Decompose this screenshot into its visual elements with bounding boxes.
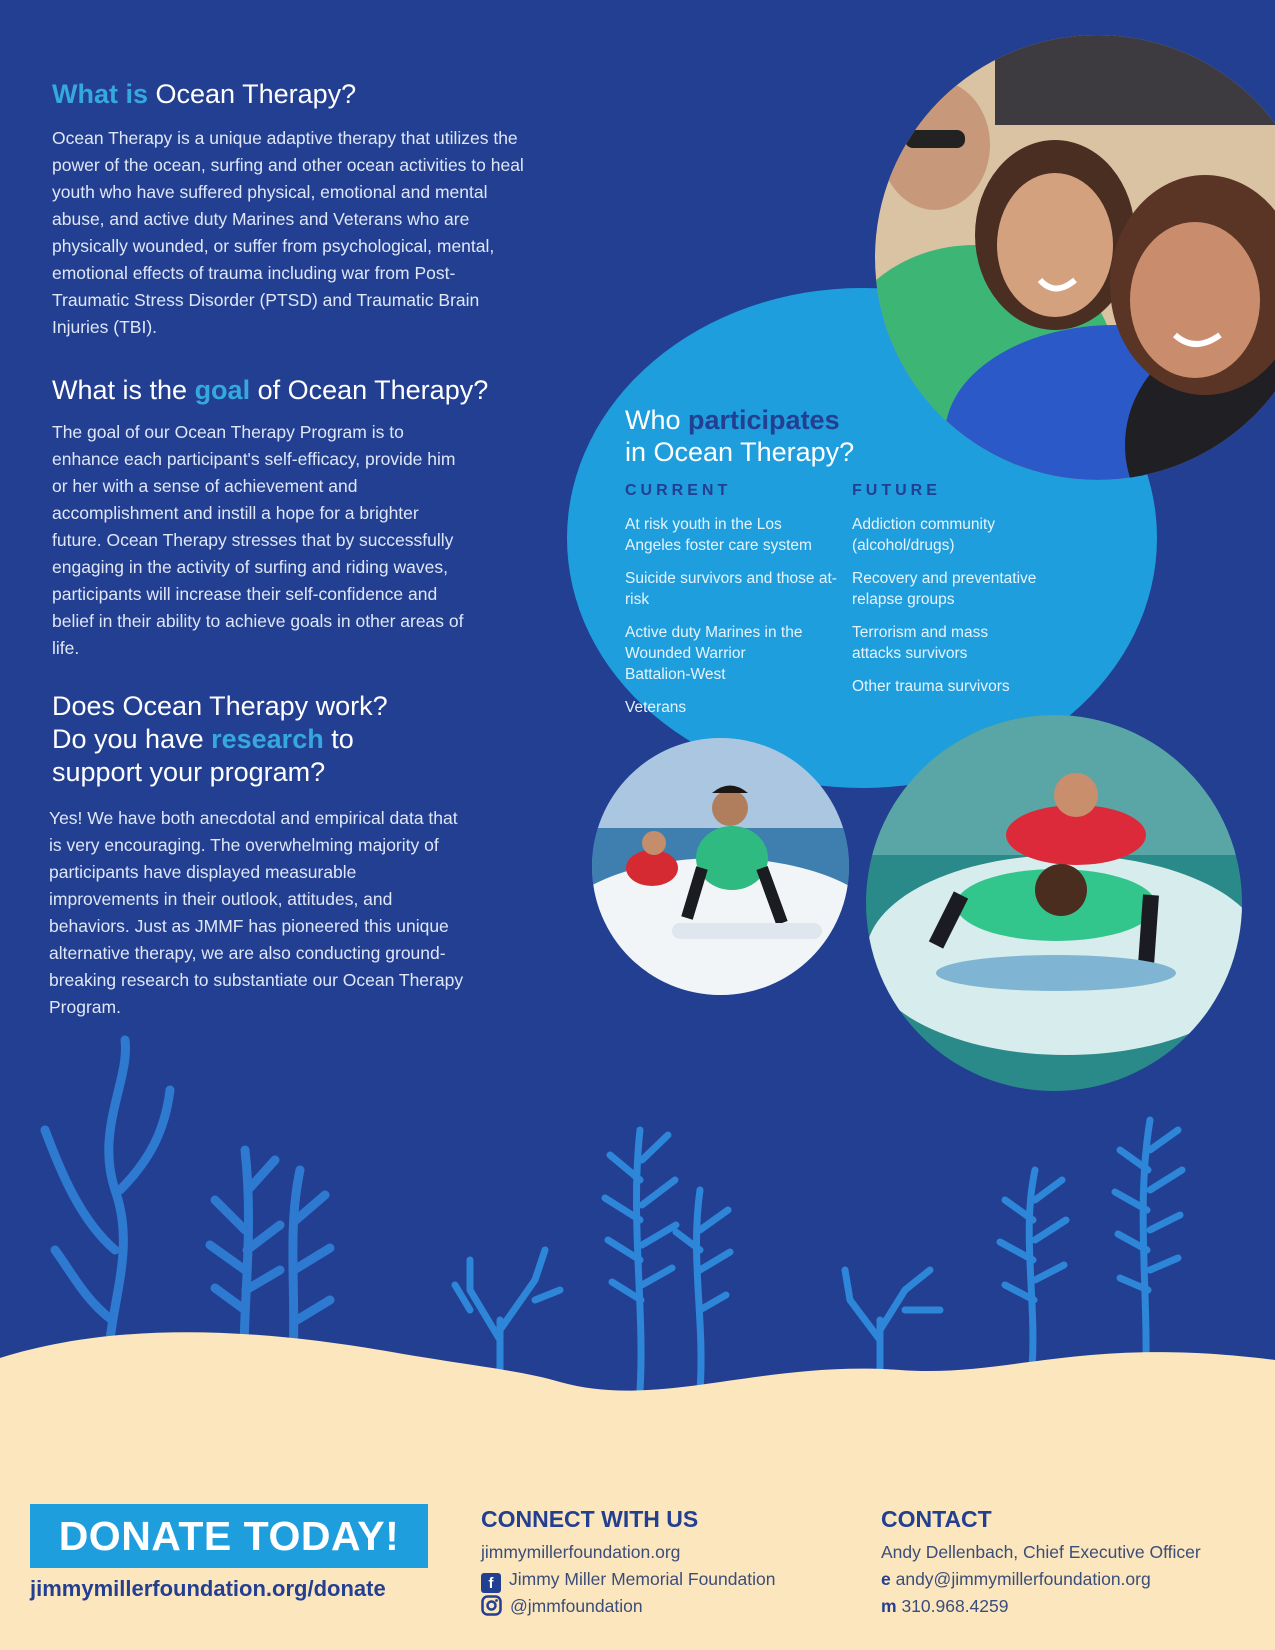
future-item: Terrorism and mass attacks survivors xyxy=(852,624,989,662)
current-item: Suicide survivors and those at-risk xyxy=(625,570,837,608)
website-link[interactable]: jimmymillerfoundation.org xyxy=(481,1542,681,1562)
future-item: Other trauma survivors xyxy=(852,678,1010,695)
email-value: andy@jimmymillerfoundation.org xyxy=(895,1569,1151,1589)
heading-post: of Ocean Therapy? xyxy=(250,375,489,405)
phone-label: m xyxy=(881,1596,897,1616)
what-is-body: Ocean Therapy is a unique adaptive therapy that utilizes the power of the ocean, surfing and other ocean activities to heal youth who have suffered physical, emotional and mental abuse, and active duty Marines and Veterans who are physically wounded, or suffer from psychological, mental, emotional effects of trauma including war from Post-Traumatic Stress Disorder (PTSD) and Traumatic Brain Injuries (TBI). xyxy=(52,128,524,337)
contact-section xyxy=(881,1506,1261,1620)
current-column xyxy=(625,482,840,730)
heading-highlight: What is xyxy=(52,79,149,109)
heading-line3: support your program? xyxy=(52,757,326,787)
heading-highlight: goal xyxy=(194,375,251,405)
donate-button[interactable] xyxy=(30,1504,428,1568)
research-body: Yes! We have both anecdotal and empirical data that is very encouraging. The overwhelming majority of participants have displayed measurable improvements in their outlook, attitudes, and behaviors. Just as JMMF has pioneered this unique alternative therapy, we are also conducting ground-breaking research to substantiate our Ocean Therapy Program. xyxy=(49,808,464,1017)
facebook-icon: f xyxy=(481,1573,501,1593)
future-heading: FUTURE xyxy=(852,482,941,499)
participants-heading-line2: in Ocean Therapy? xyxy=(625,437,855,467)
photo-men-surfing xyxy=(866,715,1242,1091)
email-label: e xyxy=(881,1569,891,1589)
participants-heading-highlight: participates xyxy=(688,405,840,435)
contact-heading: CONTACT xyxy=(881,1506,992,1532)
heading-goal xyxy=(52,374,532,407)
instagram-link[interactable] xyxy=(481,1593,821,1624)
photo-boy-surfing xyxy=(592,738,849,995)
facebook-link[interactable] xyxy=(481,1566,821,1593)
donate-label: DONATE TODAY! xyxy=(58,1512,400,1559)
heading-what-is xyxy=(52,78,532,111)
instagram-icon xyxy=(481,1595,502,1624)
heading-pre: Do you have xyxy=(52,724,212,754)
current-heading: CURRENT xyxy=(625,482,732,499)
section-goal xyxy=(52,374,532,662)
facebook-label: Jimmy Miller Memorial Foundation xyxy=(509,1569,776,1589)
current-item: Veterans xyxy=(625,699,687,716)
donate-link[interactable]: jimmymillerfoundation.org/donate xyxy=(30,1576,386,1601)
current-item: Active duty Marines in the Wounded Warrior Battalion-West xyxy=(625,624,803,683)
future-item: Addiction community (alcohol/drugs) xyxy=(852,516,996,554)
connect-heading: CONNECT WITH US xyxy=(481,1506,699,1532)
heading-highlight: research xyxy=(211,724,324,754)
contact-phone[interactable] xyxy=(881,1593,1261,1620)
contact-name: Andy Dellenbach, Chief Executive Officer xyxy=(881,1542,1201,1562)
future-item: Recovery and preventative relapse groups xyxy=(852,570,1037,608)
goal-body: The goal of our Ocean Therapy Program is to enhance each participant's self-efficacy, provide him or her with a sense of achievement and accomplishment and instill a hope for a brighter future. Ocean Therapy stresses that by successfully engaging in the activity of surfing and riding waves, participants will increase their self-confidence and belief in their ability to achieve goals in other areas of life. xyxy=(52,422,464,658)
instagram-label: @jmmfoundation xyxy=(510,1596,643,1616)
phone-value: 310.968.4259 xyxy=(901,1596,1009,1616)
section-what-is xyxy=(52,78,532,341)
heading-line1: Does Ocean Therapy work? xyxy=(52,691,388,721)
heading-pre: What is the xyxy=(52,375,195,405)
photo-men-surfing-art xyxy=(866,715,1242,1091)
participants-section xyxy=(625,404,1105,468)
participants-heading xyxy=(625,404,1105,468)
contact-email[interactable] xyxy=(881,1566,1261,1593)
participants-heading-pre: Who xyxy=(625,405,689,435)
photo-boy-surfing-art xyxy=(592,738,849,995)
future-column xyxy=(852,482,1067,709)
section-research xyxy=(49,690,532,1021)
current-item: At risk youth in the Los Angeles foster care system xyxy=(625,516,812,554)
heading-rest: Ocean Therapy? xyxy=(148,79,357,109)
heading-research xyxy=(52,690,532,789)
connect-section xyxy=(481,1506,821,1624)
heading-post: to xyxy=(323,724,354,754)
